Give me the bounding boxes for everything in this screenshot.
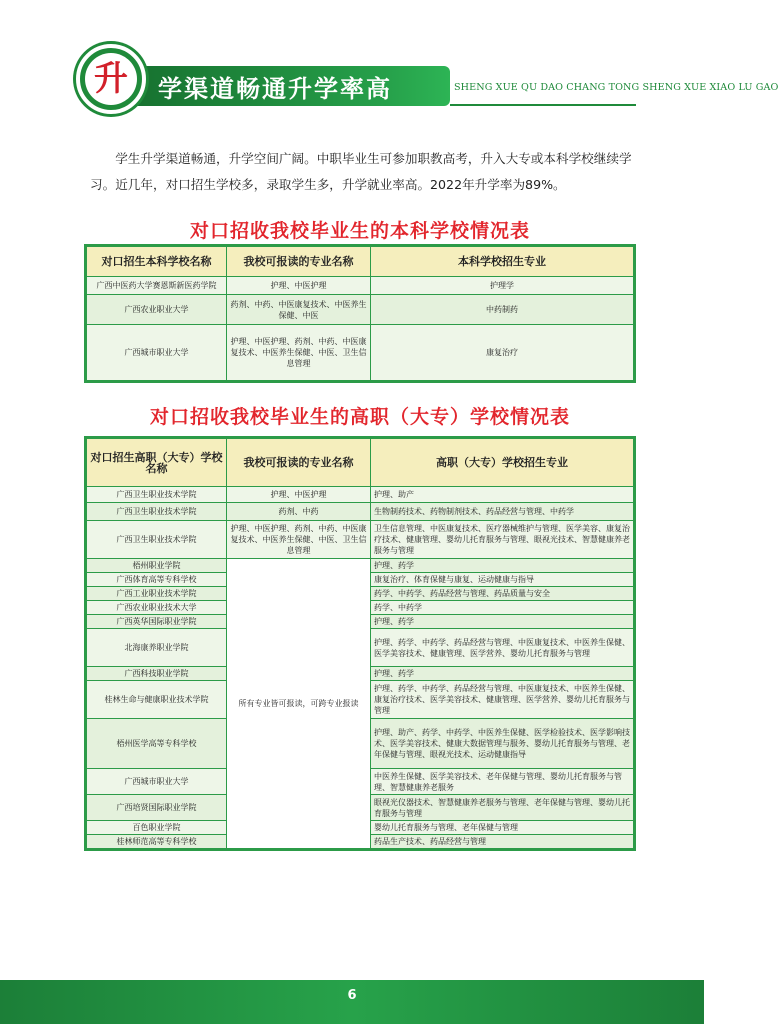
school-cell: 广西卫生职业技术学院 — [87, 487, 227, 503]
header-badge-glyph: 升 — [94, 59, 128, 99]
table-row — [87, 521, 634, 559]
table1-header-major: 我校可报读的专业名称 — [227, 247, 371, 277]
target-cell: 中药制药 — [371, 295, 634, 325]
target-cell: 眼视光仪器技术、智慧健康养老服务与管理、老年保健与管理、婴幼儿托育服务与管理 — [371, 795, 634, 821]
school-cell: 桂林师范高等专科学校 — [87, 835, 227, 849]
header-underline — [450, 104, 636, 106]
section-header — [76, 44, 779, 116]
target-cell: 药品生产技术、药品经营与管理 — [371, 835, 634, 849]
target-cell: 中医养生保健、医学美容技术、老年保健与管理、婴幼儿托育服务与管理、智慧健康养老服务 — [371, 769, 634, 795]
page-number: 6 — [347, 988, 357, 1003]
target-cell: 护理学 — [371, 277, 634, 295]
target-cell: 药学、中药学 — [371, 601, 634, 615]
table-row — [87, 503, 634, 521]
table-row — [87, 277, 634, 295]
table-row — [87, 487, 634, 503]
school-cell: 桂林生命与健康职业技术学院 — [87, 681, 227, 719]
school-cell: 梧州医学高等专科学校 — [87, 719, 227, 769]
major-cell: 药剂、中药 — [227, 503, 371, 521]
table1-title: 对口招收我校毕业生的本科学校情况表 — [189, 220, 530, 242]
school-cell: 广西卫生职业技术学院 — [87, 521, 227, 559]
target-cell: 护理、药学 — [371, 615, 634, 629]
table2-title: 对口招收我校毕业生的高职（大专）学校情况表 — [149, 406, 570, 428]
table2-header-target: 高职（大专）学校招生专业 — [371, 439, 634, 487]
school-cell: 百色职业学院 — [87, 821, 227, 835]
school-cell: 广西城市职业大学 — [87, 325, 227, 381]
school-cell: 广西农业职业技术大学 — [87, 601, 227, 615]
table-row — [87, 559, 634, 573]
target-cell: 护理、药学 — [371, 559, 634, 573]
major-cell: 药剂、中药、中医康复技术、中医养生保健、中医 — [227, 295, 371, 325]
undergrad-table — [84, 244, 636, 383]
intro-paragraph: 学生升学渠道畅通，升学空间广阔。中职毕业生可参加职教高考，升入大专或本科学校继续学习。近几年，对口招生学校多，录取学生多，升学就业率高。2022年升学率为89%。 — [90, 151, 632, 192]
school-cell: 广西城市职业大学 — [87, 769, 227, 795]
table-row — [87, 295, 634, 325]
table1-header-target: 本科学校招生专业 — [371, 247, 634, 277]
target-cell: 护理、药学、中药学、药品经营与管理、中医康复技术、中医养生保健、康复治疗技术、医学美容技术、健康管理、医学营养、婴幼儿托育服务与管理 — [371, 681, 634, 719]
school-cell: 广西卫生职业技术学院 — [87, 503, 227, 521]
target-cell: 护理、药学 — [371, 667, 634, 681]
school-cell: 广西农业职业大学 — [87, 295, 227, 325]
major-cell: 护理、中医护理、药剂、中药、中医康复技术、中医养生保健、中医、卫生信息管理 — [227, 325, 371, 381]
target-cell: 护理、助产、药学、中药学、中医养生保健、医学检验技术、医学影响技术、医学美容技术、健康大数据管理与服务、婴幼儿托育服务与管理、老年保健与管理、眼视光技术、运动健康指导 — [371, 719, 634, 769]
target-cell: 康复治疗、体育保健与康复、运动健康与指导 — [371, 573, 634, 587]
school-cell: 广西体育高等专科学校 — [87, 573, 227, 587]
school-cell: 广西培贤国际职业学院 — [87, 795, 227, 821]
school-cell: 广西工业职业技术学院 — [87, 587, 227, 601]
target-cell: 护理、助产 — [371, 487, 634, 503]
table-row — [87, 325, 634, 381]
school-cell: 广西中医药大学赛恩斯新医药学院 — [87, 277, 227, 295]
header-badge — [76, 44, 146, 114]
target-cell: 药学、中药学、药品经营与管理、药品质量与安全 — [371, 587, 634, 601]
target-cell: 康复治疗 — [371, 325, 634, 381]
target-cell: 生物制药技术、药物制剂技术、药品经营与管理、中药学 — [371, 503, 634, 521]
header-band — [120, 66, 450, 106]
school-cell: 广西科技职业学院 — [87, 667, 227, 681]
table2-header-major: 我校可报读的专业名称 — [227, 439, 371, 487]
major-cell: 护理、中医护理 — [227, 277, 371, 295]
school-cell: 北海康养职业学院 — [87, 629, 227, 667]
school-cell: 梧州职业学院 — [87, 559, 227, 573]
table2-header-school: 对口招生高职（大专）学校名称 — [87, 439, 227, 487]
table1-header-school: 对口招生本科学校名称 — [87, 247, 227, 277]
target-cell: 护理、药学、中药学、药品经营与管理、中医康复技术、中医养生保健、医学美容技术、健康管理、医学营养、婴幼儿托育服务与管理 — [371, 629, 634, 667]
school-cell: 广西英华国际职业学院 — [87, 615, 227, 629]
page-subtitle: SHENG XUE QU DAO CHANG TONG SHENG XUE XIAO LU GAO — [454, 82, 779, 93]
major-cell: 护理、中医护理 — [227, 487, 371, 503]
merged-note-cell: 所有专业皆可报读，可跨专业报读 — [227, 559, 371, 849]
college-table — [84, 436, 636, 851]
target-cell: 婴幼儿托育服务与管理、老年保健与管理 — [371, 821, 634, 835]
page-title: 学渠道畅通升学率高 — [158, 74, 392, 103]
target-cell: 卫生信息管理、中医康复技术、医疗器械维护与管理、医学美容、康复治疗技术、健康管理、婴幼儿托育服务与管理、眼视光技术、智慧健康养老服务与管理 — [371, 521, 634, 559]
major-cell: 护理、中医护理、药剂、中药、中医康复技术、中医养生保健、中医、卫生信息管理 — [227, 521, 371, 559]
